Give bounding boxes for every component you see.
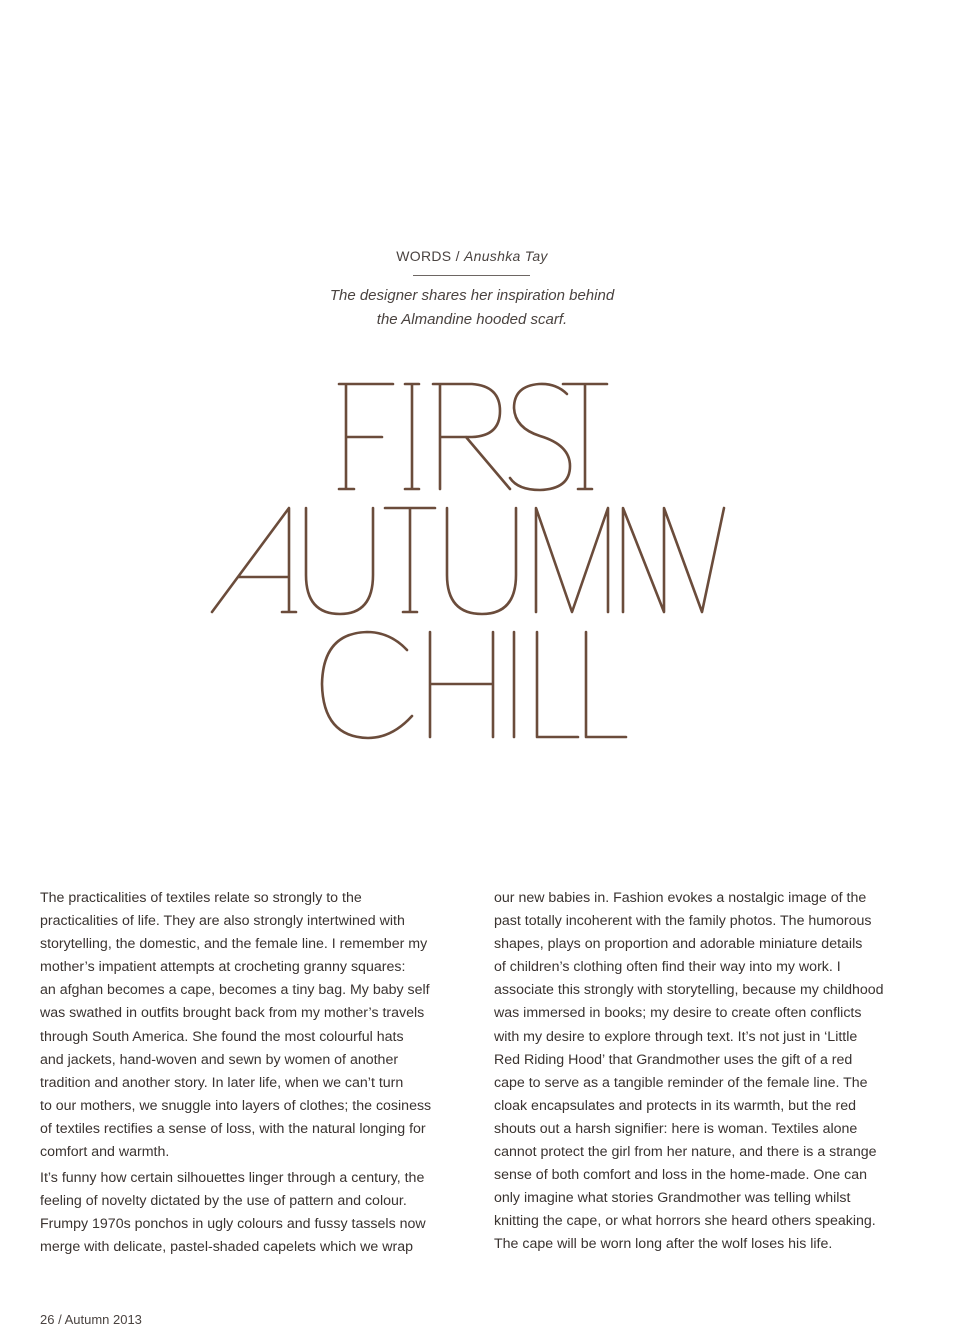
body-line: It’s funny how certain silhouettes linger through a century, the [40,1170,425,1187]
body-line: The practicalities of textiles relate so strongly to the [40,890,362,906]
byline-author: Anushka Tay [464,248,548,264]
body-line: with my desire to explore through text. It’s not just in ‘Little [494,1028,858,1045]
body-line: feeling of novelty dictated by the use of pattern and colour. [40,1193,407,1210]
body-line: only imagine what stories Grandmother was telling whilst [494,1190,851,1207]
body-column-left [40,887,470,1260]
body-line: practicalities of life. They are also strongly intertwined with [40,913,405,930]
body-line: tradition and another story. In later life, when we can’t turn [40,1074,404,1091]
standfirst-line: The designer shares her inspiration behind [329,287,615,304]
page-folio: 26 / Autumn 2013 [40,1312,142,1327]
body-paragraph [40,887,470,1164]
body-line: merge with delicate, pastel-shaded capelets which we wrap [40,1239,414,1256]
body-paragraph [40,1167,470,1259]
body-column-right [494,887,924,1257]
body-line: storytelling, the domestic, and the female line. I remember my [40,936,428,953]
body-line: of children’s clothing often find their way into my work. I [494,959,841,976]
body-line: to our mothers, we snuggle into layers of clothes; the cosiness [40,1097,432,1114]
body-line: cannot protect the girl from her nature, and there is a strange [494,1144,877,1161]
body-line: mother’s impatient attempts at crocheting granny squares: [40,959,406,976]
body-line: Frumpy 1970s ponchos in ugly colours and fussy tassels now [40,1216,426,1233]
body-line: through South America. She found the most colourful hats [40,1028,404,1045]
body-line: was swathed in outfits brought back from my mother’s travels [40,1005,425,1022]
body-line: sense of both comfort and loss in the home-made. One can [494,1167,868,1184]
body-line: shouts out a harsh signifier: here is woman. Textiles alone [494,1120,858,1137]
byline-label: WORDS / [396,248,460,264]
body-line: comfort and warmth. [40,1144,170,1161]
body-line: The cape will be worn long after the wolf loses his life. [494,1236,833,1253]
body-line: associate this strongly with storytelling, because my childhood [494,982,884,999]
standfirst-line: the Almandine hooded scarf. [376,311,568,328]
body-line: past totally incoherent with the family photos. The humorous [494,913,872,930]
headline-word-first [339,384,607,490]
body-paragraph [494,887,924,1257]
headline-word-chill [322,632,626,738]
body-line: cape to serve as a tangible reminder of the female line. The [494,1074,868,1091]
body-line: of textiles rectifies a sense of loss, with the natural longing for [40,1120,426,1137]
body-line: Red Riding Hood’ that Grandmother uses the gift of a red [494,1051,853,1068]
body-line: knitting the cape, or what horrors she heard others speaking. [494,1213,876,1230]
body-line: and jackets, hand-woven and sewn by women of another [40,1051,399,1068]
body-line: an afghan becomes a cape, becomes a tiny bag. My baby self [40,982,430,999]
body-line: shapes, plays on proportion and adorable miniature details [494,936,863,953]
body-line: was immersed in books; my desire to create often conflicts [494,1005,862,1022]
body-line: our new babies in. Fashion evokes a nostalgic image of the [494,890,867,906]
body-line: cloak encapsulates and protects in its warmth, but the red [494,1097,856,1114]
headline-word-autumn [212,508,724,614]
